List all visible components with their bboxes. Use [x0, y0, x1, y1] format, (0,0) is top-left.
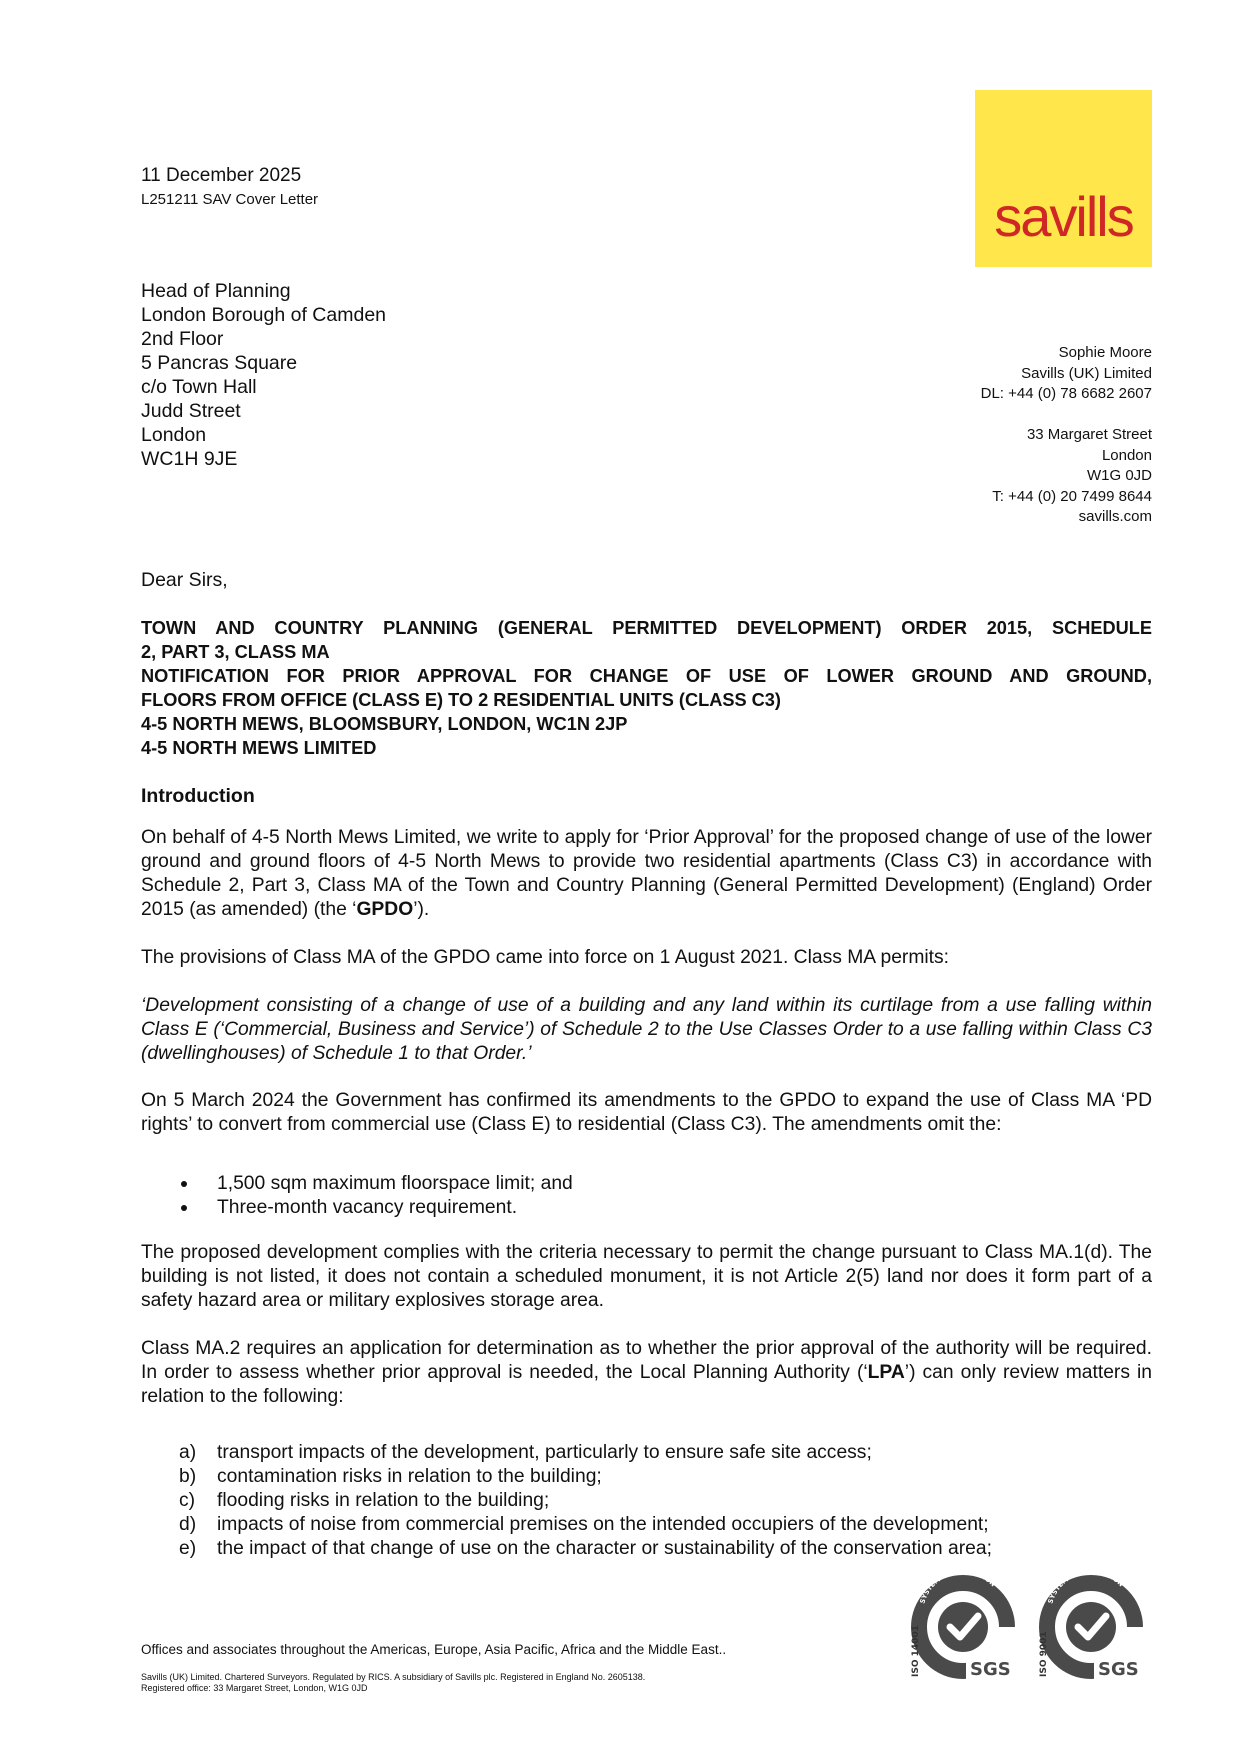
sender-telephone: T: +44 (0) 20 7499 8644 — [992, 487, 1152, 505]
prior-approval-paragraph — [141, 1337, 1152, 1409]
cert-top-text: SYSTEM CERTIFICATION — [918, 1567, 998, 1605]
list-item — [141, 1196, 573, 1220]
amendments-list — [141, 1172, 573, 1220]
sender-company: Savills (UK) Limited — [1021, 364, 1152, 382]
para-text: Class MA.2 requires an application for determination as to whether the prior approval of the authority will be required. In order to assess whether prior approval is needed, the Local Planning Authority (‘ — [141, 1338, 1152, 1383]
list-marker: a) — [179, 1442, 197, 1463]
recipient-line: 5 Pancras Square — [141, 352, 298, 374]
heading-line: 4-5 NORTH MEWS LIMITED — [141, 738, 377, 758]
list-item-text: 1,500 sqm maximum floorspace limit; and — [217, 1173, 573, 1194]
sgs-mark: SGS — [1098, 1659, 1139, 1680]
recipient-line: 2nd Floor — [141, 328, 224, 350]
letter-reference: L251211 SAV Cover Letter — [141, 191, 319, 208]
sender-name: Sophie Moore — [1058, 344, 1152, 361]
sender-direct-line: DL: +44 (0) 78 6682 2607 — [980, 385, 1152, 402]
list-item — [141, 1537, 992, 1561]
cert-side-text: ISO 9001 — [1039, 1631, 1049, 1677]
defined-term: LPA — [867, 1362, 905, 1383]
list-item — [141, 1172, 573, 1196]
defined-term: GPDO — [356, 899, 414, 920]
bullet-icon — [181, 1181, 187, 1187]
heading-line: TOWN AND COUNTRY PLANNING (GENERAL PERMITTED DEVELOPMENT) ORDER 2015, SCHEDULE — [141, 618, 1152, 638]
savills-logo — [975, 90, 1152, 267]
list-item-text: impacts of noise from commercial premises on the intended occupiers of the development; — [217, 1514, 989, 1535]
class-ma-paragraph: The provisions of Class MA of the GPDO came into force on 1 August 2021. Class MA permits: — [141, 947, 950, 968]
heading-line: FLOORS FROM OFFICE (CLASS E) TO 2 RESIDENTIAL UNITS (CLASS C3) — [141, 690, 781, 710]
recipient-line: Head of Planning — [141, 280, 291, 302]
section-title: Introduction — [141, 785, 255, 807]
recipient-address — [141, 279, 386, 471]
footer-legal-line: Savills (UK) Limited. Chartered Surveyors. Regulated by RICS. A subsidiary of Savills plc. Registered in England No. 2605138. — [141, 1672, 646, 1682]
sender-details — [981, 343, 1152, 528]
heading-line: 2, PART 3, CLASS MA — [141, 642, 330, 662]
para-text: On behalf of 4-5 North Mews Limited, we write to apply for ‘Prior Approval’ for the proposed change of use of the lower ground and ground floors of 4-5 North Mews to provide two residential apartments (Class C3) in accordance with Schedule 2, Part 3, Class MA of the Town and Country Planning (General Permitted Development) (England) Order 2015 (as amended) (the ‘ — [141, 827, 1152, 920]
recipient-line: London Borough of Camden — [141, 304, 387, 326]
recipient-line: London — [141, 424, 207, 446]
cert-side-text: ISO 14001 — [911, 1625, 921, 1677]
iso-14001-certification-icon — [906, 1567, 1020, 1681]
heading-line: 4-5 NORTH MEWS, BLOOMSBURY, LONDON, WC1N 2JP — [141, 714, 628, 734]
subject-heading — [141, 616, 1152, 760]
para-text: ’). — [413, 899, 430, 920]
sender-website[interactable]: savills.com — [1078, 508, 1152, 525]
para-text: ’) can only review matters in relation to the following: — [141, 1362, 1152, 1407]
bullet-icon — [181, 1205, 187, 1211]
list-item — [141, 1513, 992, 1537]
sender-postcode: W1G 0JD — [1086, 467, 1152, 484]
list-item-text: transport impacts of the development, particularly to ensure safe site access; — [217, 1442, 872, 1463]
matters-list — [141, 1441, 992, 1561]
quote-paragraph: ‘Development consisting of a change of use of a building and any land within its curtilage from a use falling within Class E (‘Commercial, Business and Service’) of Schedule 2 to the Use Classes Order to a use falling within Class C3 (dwellinghouses) of Schedule 1 to that Order.’ — [141, 995, 1152, 1064]
list-item-text: contamination risks in relation to the building; — [217, 1466, 602, 1487]
sender-street: 33 Margaret Street — [1026, 426, 1152, 443]
sender-city: London — [1101, 446, 1152, 464]
list-item-text: the impact of that change of use on the character or sustainability of the conservation area; — [217, 1538, 992, 1559]
footer-legal — [141, 1672, 645, 1694]
logo-text: savills — [994, 185, 1133, 248]
list-marker: d) — [179, 1514, 197, 1535]
recipient-line: c/o Town Hall — [141, 376, 257, 398]
iso-9001-certification-icon — [1034, 1567, 1148, 1681]
sgs-mark: SGS — [970, 1659, 1011, 1680]
cert-top-text: SYSTEM CERTIFICATION — [1046, 1567, 1126, 1605]
list-item — [141, 1489, 992, 1513]
intro-paragraph — [141, 826, 1152, 922]
list-item-text: Three-month vacancy requirement. — [217, 1197, 518, 1218]
heading-line: NOTIFICATION FOR PRIOR APPROVAL FOR CHANGE OF USE OF LOWER GROUND AND GROUND, — [141, 666, 1152, 686]
footer-registered-line: Registered office: 33 Margaret Street, London, W1G 0JD — [141, 1683, 368, 1693]
list-item-text: flooding risks in relation to the building; — [217, 1490, 550, 1511]
list-item — [141, 1441, 992, 1465]
letter-date: 11 December 2025 — [141, 165, 302, 186]
list-marker: b) — [179, 1466, 197, 1487]
recipient-line: Judd Street — [141, 400, 241, 422]
greeting: Dear Sirs, — [141, 569, 228, 591]
recipient-line: WC1H 9JE — [141, 448, 238, 470]
list-marker: e) — [179, 1538, 197, 1559]
compliance-paragraph: The proposed development complies with the criteria necessary to permit the change pursuant to Class MA.1(d). The building is not listed, it does not contain a scheduled monument, it is not Article 2(5) land nor does it form part of a safety hazard area or military explosives storage area. — [141, 1242, 1152, 1311]
amendments-paragraph: On 5 March 2024 the Government has confirmed its amendments to the GPDO to expand the use of Class MA ‘PD rights’ to convert from commercial use (Class E) to residential (Class C3). The amendments omit the: — [141, 1090, 1152, 1135]
list-item — [141, 1465, 992, 1489]
footer-offices: Offices and associates throughout the Americas, Europe, Asia Pacific, Africa and the Middle East.. — [141, 1642, 727, 1657]
list-marker: c) — [179, 1490, 196, 1511]
